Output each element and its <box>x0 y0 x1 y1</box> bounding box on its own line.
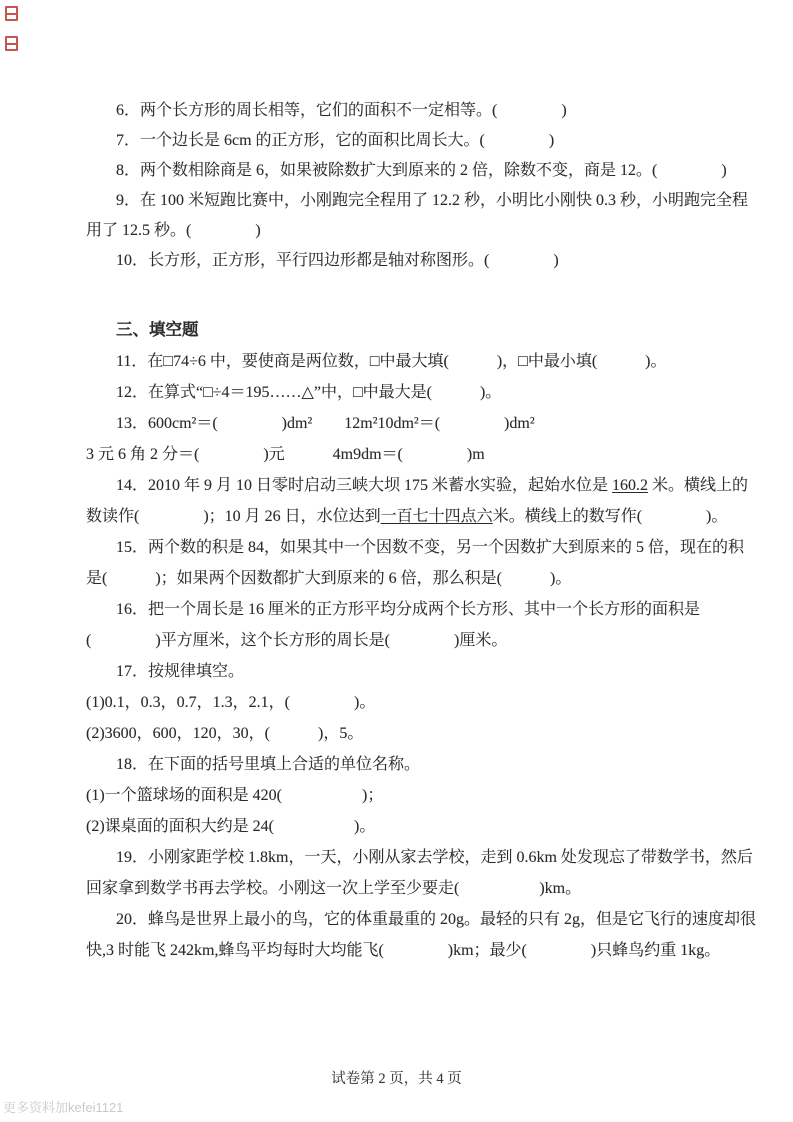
question-18-item-2: (2)课桌面的面积大约是 24( )。 <box>86 818 376 835</box>
question-17-item-2: (2)3600，600，120，30，( )，5。 <box>86 725 364 742</box>
question-17-item-1: (1)0.1，0.3，0.7，1.3，2.1，( )。 <box>86 694 376 711</box>
question-9-line-2: 用了 12.5 秒。( ) <box>86 222 261 239</box>
question-9-line-1: 9．在 100 米短跑比赛中，小刚跑完全程用了 12.2 秒，小明比小刚快 0.3 秒，小明跑完全程 <box>116 192 749 209</box>
question-18-item-1: (1)一个篮球场的面积是 420( )； <box>86 787 384 804</box>
question-13-line-1: 13．600cm²＝( )dm² 12m²10dm²＝( )dm² <box>116 415 535 432</box>
question-16-line-1: 16．把一个周长是 16 厘米的正方形平均分成两个长方形、其中一个长方形的面积是 <box>116 601 701 618</box>
question-14-text: 米。横线上的数写作( )。 <box>492 508 728 525</box>
red-stamp-icon <box>5 36 18 51</box>
question-20-line-1: 20．蜂鸟是世界上最小的鸟，它的体重最重的 20g。最轻的只有 2g，但是它飞行的速度却很 <box>116 911 757 928</box>
section-title-fill-blanks: 三、填空题 <box>116 321 199 339</box>
question-16-line-2: ( )平方厘米，这个长方形的周长是( )厘米。 <box>86 632 508 649</box>
question-19-line-1: 19．小刚家距学校 1.8km，一天，小刚从家去学校，走到 0.6km 处发现忘了带数学书，然后 <box>116 849 753 866</box>
question-14-underlined-number: 一百七十四点六 <box>380 508 493 525</box>
question-17: 17．按规律填空。 <box>116 663 245 680</box>
footer-page-number: 试卷第 2 页，共 4 页 <box>331 1071 462 1087</box>
question-14-text: 14．2010 年 9 月 10 日零时启动三峡大坝 175 米蓄水实验，起始水位是 <box>116 477 613 494</box>
question-14-text: 米。横线上的 <box>648 477 749 494</box>
question-6: 6．两个长方形的周长相等，它们的面积不一定相等。( ) <box>116 102 567 119</box>
question-19-line-2: 回家拿到数学书再去学校。小刚这一次上学至少要走( )km。 <box>86 880 582 897</box>
question-14-underlined-number: 160.2 <box>612 477 649 494</box>
question-10: 10．长方形，正方形，平行四边形都是轴对称图形。( ) <box>116 252 559 269</box>
question-15-line-1: 15．两个数的积是 84，如果其中一个因数不变，另一个因数扩大到原来的 5 倍，现在的积 <box>116 539 745 556</box>
question-13-line-2: 3 元 6 角 2 分＝( )元 4m9dm＝( )m <box>86 446 485 463</box>
paper-body <box>86 96 757 966</box>
question-7: 7．一个边长是 6cm 的正方形，它的面积比周长大。( ) <box>116 132 555 149</box>
question-14-text: 数读作( )；10 月 26 日，水位达到 <box>86 508 381 525</box>
question-12: 12．在算式“□÷4＝195……△”中，□中最大是( )。 <box>116 384 502 401</box>
section-judge-questions <box>86 96 749 276</box>
question-18: 18．在下面的括号里填上合适的单位名称。 <box>116 756 421 773</box>
question-11: 11．在□74÷6 中，要使商是两位数，□中最大填( )，□中最小填( )。 <box>116 353 667 370</box>
question-8: 8．两个数相除商是 6，如果被除数扩大到原来的 2 倍，除数不变，商是 12。( ) <box>116 162 727 179</box>
watermark-text: 更多资料加kefei1121 <box>3 1100 124 1115</box>
question-15-line-2: 是( )；如果两个因数都扩大到原来的 6 倍，那么积是( )。 <box>86 570 572 587</box>
section-fill-blank-questions <box>86 346 757 966</box>
red-stamp-icon <box>5 6 18 21</box>
question-20-line-2: 快,3 时能飞 242km,蜂鸟平均每时大均能飞( )km；最少( )只蜂鸟约重 1kg。 <box>86 942 721 959</box>
question-14-line-1 <box>86 470 749 501</box>
question-14-line-2 <box>86 501 726 532</box>
